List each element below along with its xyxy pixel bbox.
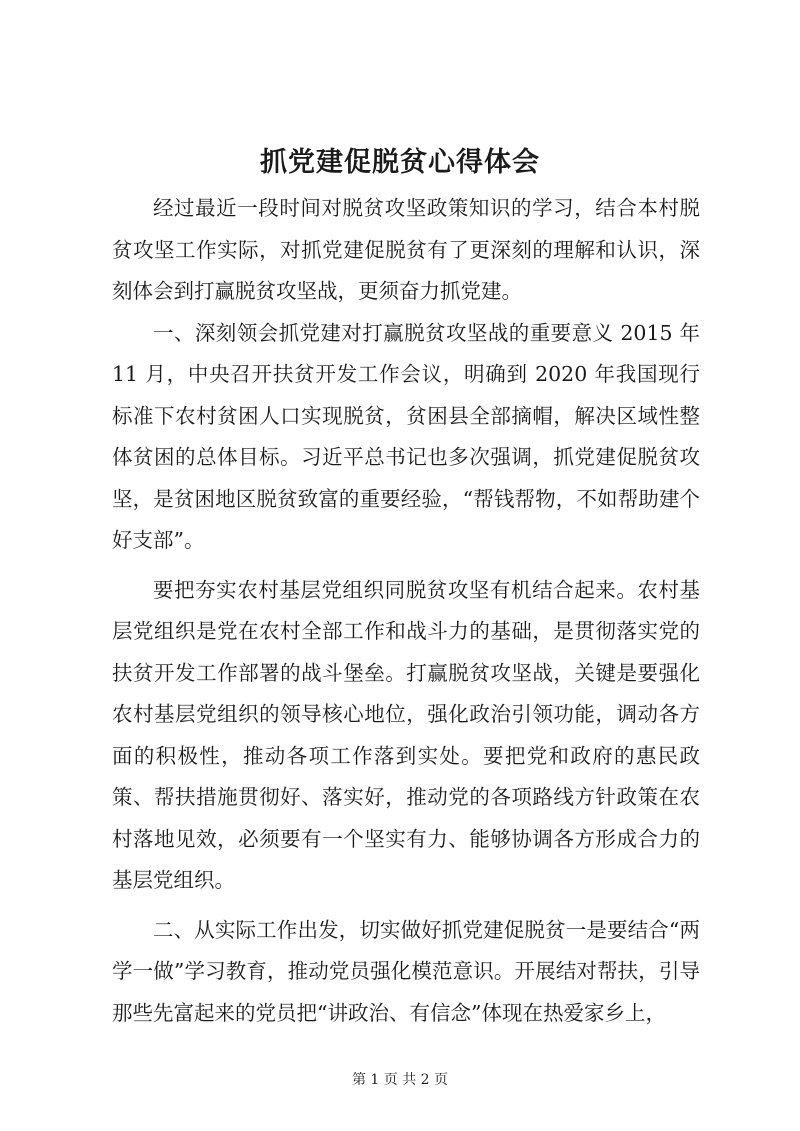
paragraph-grassroots-organization: 要把夯实农村基层党组织同脱贫攻坚有机结合起来。农村基层党组织是党在农村全部工作和战斗力的基础，是贯彻落实党的扶贫开发工作部署的战斗堡垒。打赢脱贫攻坚战，关键是要强化农村基层党组织的领导核心地位，强化政治引领功能，调动各方面的积极性，推动各项工作落到实处。要把党和政府的惠民政策、帮扶措施贯彻好、落实好，推动党的各项路线方针政策在农村落地见效，必须要有一个坚实有力、能够协调各方形成合力的基层党组织。 [112, 577, 700, 892]
document-body [112, 188, 700, 1034]
paragraph-section-two: 二、从实际工作出发，切实做好抓党建促脱贫一是要结合“两学一做”学习教育，推动党员强化模范意识。开展结对帮扶，引导那些先富起来的党员把“讲政治、有信念”体现在热爱家乡上， [112, 917, 700, 1025]
paragraph-intro: 经过最近一段时间对脱贫攻坚政策知识的学习，结合本村脱贫攻坚工作实际，对抓党建促脱贫有了更深刻的理解和认识，深刻体会到打赢脱贫攻坚战，更须奋力抓党建。 [112, 196, 700, 303]
paragraph-section-one: 一、深刻领会抓党建对打赢脱贫攻坚战的重要意义 2015 年 11 月，中央召开扶贫开发工作会议，明确到 2020 年我国现行标准下农村贫困人口实现脱贫，贫困县全部摘帽，解决区域性整体贫困的总体目标。习近平总书记也多次强调，抓党建促脱贫攻坚，是贫困地区脱贫致富的重要经验，“帮钱帮物，不如帮助建个好支部”。 [112, 320, 700, 552]
document-title: 抓党建促脱贫心得体会 [260, 147, 540, 178]
page-footer: 第 1 页 共 2 页 [351, 1072, 449, 1088]
